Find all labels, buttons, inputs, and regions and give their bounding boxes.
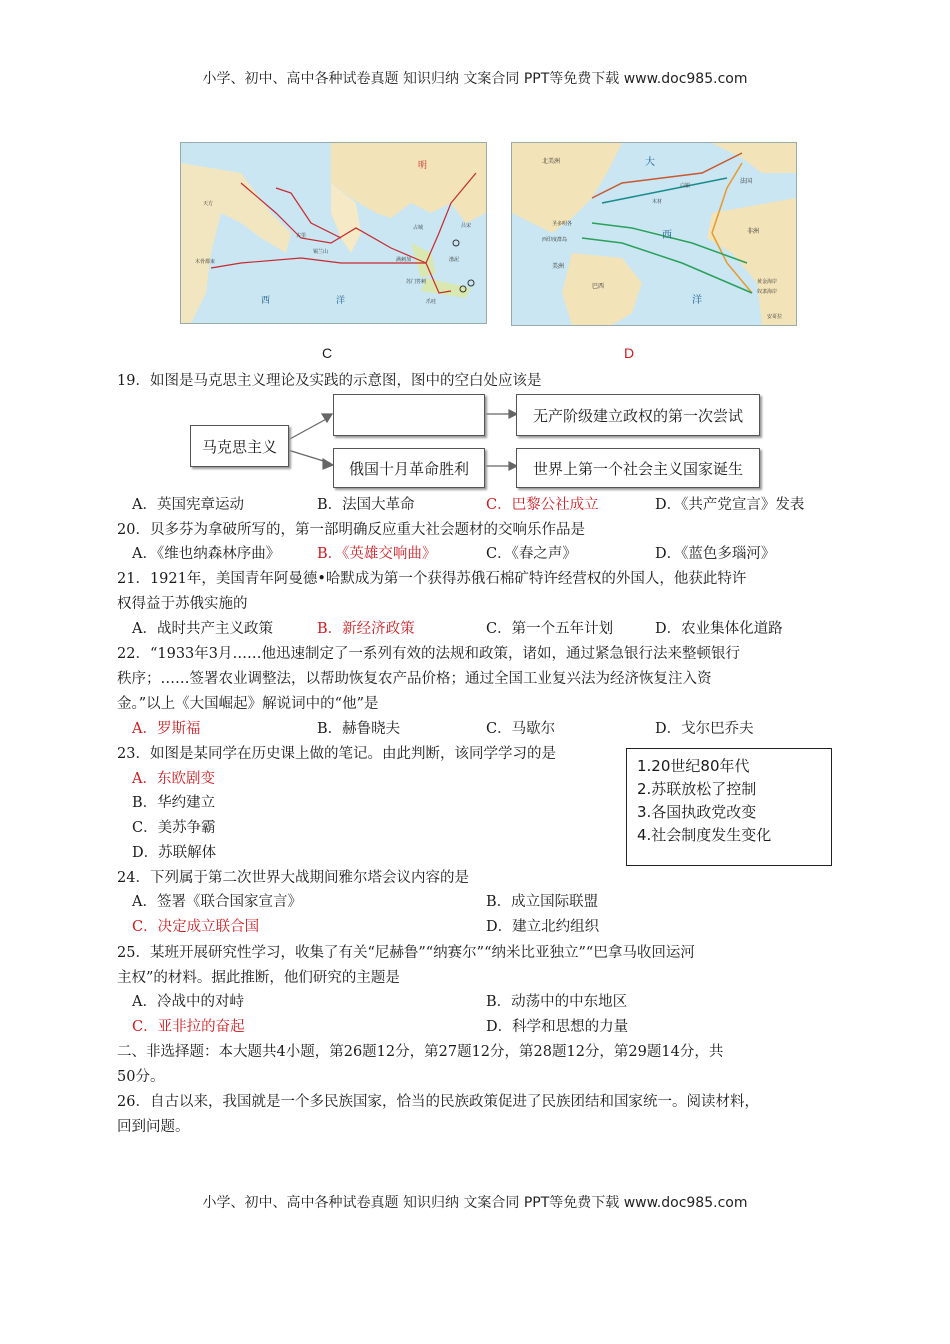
- q21-option-a: A．战时共产主义政策: [132, 621, 273, 637]
- diagram-first-attempt: 无产阶级建立政权的第一次尝试: [516, 394, 760, 436]
- q20-option-b: B．《英雄交响曲》: [317, 546, 437, 562]
- svg-text:巴西: 巴西: [592, 283, 605, 290]
- diagram-october-revolution: 俄国十月革命胜利: [333, 448, 485, 488]
- q25-text-1: 25．某班开展研究性学习，收集了有关“尼赫鲁”“纳赛尔”“纳米比亚独立”“巴拿马收回运河: [117, 945, 695, 961]
- svg-text:天方: 天方: [203, 201, 214, 207]
- svg-text:明: 明: [418, 161, 428, 171]
- svg-text:渤泥: 渤泥: [449, 257, 460, 263]
- q22-text-3: 金。”以上《大国崛起》解说词中的“他”是: [117, 696, 379, 712]
- q22-option-c: C．马歇尔: [486, 721, 556, 737]
- q24-option-c: C．决定成立联合国: [132, 919, 260, 935]
- note-line: 1.20世纪80年代: [637, 757, 750, 775]
- svg-text:吕宋: 吕宋: [461, 223, 472, 229]
- page-footer: 小学、初中、高中各种试卷真题 知识归纳 文案合同 PPT等免费下载 www.doc985.com: [202, 1195, 748, 1211]
- svg-text:洋: 洋: [692, 295, 702, 306]
- q23-option-d: D．苏联解体: [132, 845, 217, 861]
- q21-text-2: 权得益于苏俄实施的: [117, 596, 248, 612]
- svg-text:爪哇: 爪哇: [426, 299, 437, 305]
- svg-text:黄金海岸: 黄金海岸: [757, 279, 778, 285]
- q22-text-1: 22．“1933年3月……他迅速制定了一系列有效的法规和政策，诸如，通过紧急银行法来整顿银行: [117, 646, 740, 662]
- svg-text:木骨都束: 木骨都束: [195, 259, 216, 265]
- diagram-blank-box: [333, 394, 485, 436]
- svg-text:洋: 洋: [336, 296, 346, 306]
- q19-option-d: D．《共产党宣言》发表: [655, 497, 805, 513]
- q25-option-d: D．科学和思想的力量: [486, 1019, 629, 1035]
- svg-text:西: 西: [662, 230, 672, 241]
- svg-text:满剌加: 满剌加: [396, 257, 412, 263]
- q21-option-d: D．农业集体化道路: [655, 621, 783, 637]
- svg-text:木材: 木材: [652, 199, 663, 205]
- q21-option-b: B．新经济政策: [317, 621, 415, 637]
- q25-option-c: C．亚非拉的奋起: [132, 1019, 245, 1035]
- q24-option-d: D．建立北约组织: [486, 919, 600, 935]
- q22-text-2: 秩序；……签署农业调整法，以帮助恢复农产品价格；通过全国工业复兴法为经济恢复注入资: [117, 671, 712, 687]
- q25-option-b: B．动荡中的中东地区: [486, 994, 628, 1010]
- q21-option-c: C．第一个五年计划: [486, 621, 614, 637]
- q23-option-b: B．华约建立: [132, 795, 216, 811]
- svg-text:苏门答剌: 苏门答剌: [406, 279, 427, 285]
- section2-text-2: 50分。: [117, 1069, 165, 1085]
- q25-text-2: 主权”的材料。据此推断，他们研究的主题是: [117, 970, 400, 986]
- note-line: 3.各国执政党改变: [637, 803, 757, 821]
- svg-text:占城: 占城: [413, 225, 424, 231]
- map-left-label: C: [322, 345, 333, 361]
- note-line: 2.苏联放松了控制: [637, 780, 757, 798]
- q23-student-notes: [626, 748, 832, 866]
- q19-option-c: C．巴黎公社成立: [486, 497, 599, 513]
- q25-option-a: A．冷战中的对峙: [132, 994, 244, 1010]
- svg-text:西印度群岛: 西印度群岛: [542, 237, 568, 243]
- svg-text:美洲: 美洲: [552, 263, 565, 270]
- svg-text:法国: 法国: [740, 178, 753, 185]
- svg-text:锡兰山: 锡兰山: [313, 249, 329, 255]
- diagram-first-socialist-state: 世界上第一个社会主义国家诞生: [516, 448, 760, 488]
- q19-text: 19．如图是马克思主义理论及实践的示意图，图中的空白处应该是: [117, 373, 542, 389]
- svg-text:奴隶海岸: 奴隶海岸: [757, 289, 778, 295]
- svg-text:白银: 白银: [680, 183, 691, 189]
- q23-option-c: C．美苏争霸: [132, 820, 216, 836]
- q20-option-c: C．《春之声》: [486, 546, 577, 562]
- q23-text: 23．如图是某同学在历史课上做的笔记。由此判断，该同学学习的是: [117, 746, 556, 762]
- page-header: 小学、初中、高中各种试卷真题 知识归纳 文案合同 PPT等免费下载 www.doc985.com: [202, 71, 748, 87]
- q19-option-b: B．法国大革命: [317, 497, 415, 513]
- q22-option-a: A．罗斯福: [132, 721, 201, 737]
- q22-option-b: B．赫鲁晓夫: [317, 721, 401, 737]
- q22-option-d: D．戈尔巴乔夫: [655, 721, 754, 737]
- q20-option-a: A．《维也纳森林序曲》: [132, 546, 281, 562]
- q24-option-a: A．签署《联合国家宣言》: [132, 894, 302, 910]
- q26-text-1: 26．自古以来，我国就是一个多民族国家，恰当的民族政策促进了民族团结和国家统一。阅读材料，: [117, 1094, 759, 1110]
- q21-text-1: 21．1921年，美国青年阿曼德•哈默成为第一个获得苏俄石棉矿特许经营权的外国人，他获此特许: [117, 571, 747, 587]
- section2-text-1: 二、非选择题：本大题共4小题，第26题12分，第27题12分，第28题12分，第29题14分，共: [117, 1044, 724, 1060]
- note-line: 4.社会制度发生变化: [637, 826, 772, 844]
- q20-option-d: D．《蓝色多瑙河》: [655, 546, 776, 562]
- q23-option-a: A．东欧剧变: [132, 771, 215, 787]
- q20-text: 20．贝多芬为拿破所写的，第一部明确反应重大社会题材的交响乐作品是: [117, 522, 585, 538]
- svg-text:非洲: 非洲: [747, 228, 760, 235]
- diagram-root-marxism: 马克思主义: [190, 425, 289, 467]
- q19-option-a: A．英国宪章运动: [132, 497, 244, 513]
- q24-text: 24．下列属于第二次世界大战期间雅尔塔会议内容的是: [117, 870, 469, 886]
- svg-text:西: 西: [261, 296, 271, 306]
- svg-text:北美洲: 北美洲: [542, 158, 561, 165]
- map-right-label: D: [624, 345, 635, 361]
- q26-text-2: 回到问题。: [117, 1119, 190, 1135]
- svg-text:圣多明各: 圣多明各: [552, 221, 573, 227]
- q24-option-b: B．成立国际联盟: [486, 894, 599, 910]
- svg-text:安哥拉: 安哥拉: [767, 314, 783, 320]
- svg-text:大: 大: [645, 157, 655, 168]
- svg-text:古里: 古里: [296, 233, 307, 239]
